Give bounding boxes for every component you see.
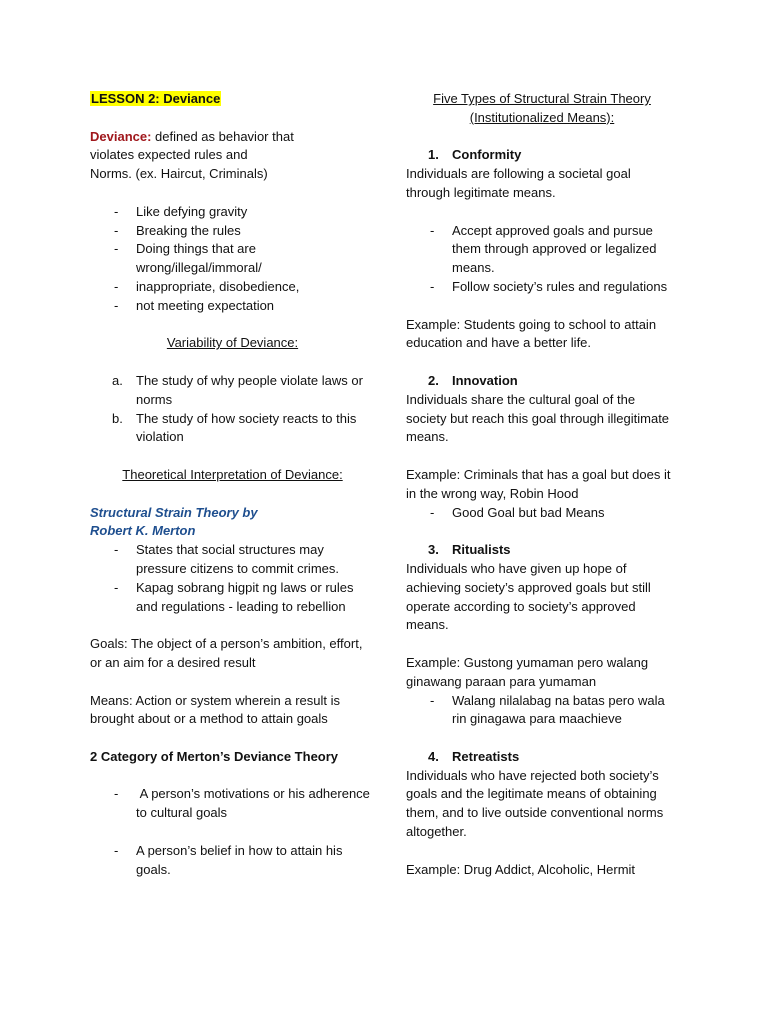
category-list-1 xyxy=(90,785,375,823)
theory-title-line-2: Robert K. Merton xyxy=(90,523,196,539)
list-item: - Good Goal but bad Means xyxy=(430,504,605,520)
category-heading: 2 Category of Merton’s Deviance Theory xyxy=(90,748,339,764)
theoretical-heading: Theoretical Interpretation of Deviance: xyxy=(122,466,343,482)
list-item: - Doing things that are wrong/illegal/immoral/ xyxy=(114,241,262,276)
innovation-title: 2. Innovation xyxy=(428,372,518,388)
retreatists-example: Example: Drug Addict, Alcoholic, Hermit xyxy=(406,861,636,877)
list-item: - Kapag sobrang higpit ng laws or rules and regulations - leading to rebellion xyxy=(114,579,354,614)
innovation-desc: Individuals share the cultural goal of the society but reach this goal through illegitimate means. xyxy=(406,391,670,445)
list-item: - Breaking the rules xyxy=(114,222,241,238)
conformity-title: 1. Conformity xyxy=(428,147,522,163)
list-item: b. The study of how society reacts to this violation xyxy=(112,410,357,445)
retreatists-desc: Individuals who have rejected both society’s goals and the legitimate means of obtaining them, and to live outside conventional norms altogether. xyxy=(406,767,664,840)
ritualists-example: Example: Gustong yumaman pero walang ginawang paraan para yumaman xyxy=(406,654,649,689)
ritualists-list xyxy=(406,692,678,730)
list-item: - States that social structures may pressure citizens to commit crimes. xyxy=(114,542,339,576)
lesson-title-line xyxy=(90,90,375,109)
innovation-list xyxy=(406,504,678,523)
left-column xyxy=(90,90,375,879)
deviance-def-line-1: defined as behavior that xyxy=(151,128,294,144)
types-heading-line-2: (Institutionalized Means): xyxy=(469,109,615,125)
list-item: - Follow society’s rules and regulations xyxy=(430,278,668,294)
list-item: - inappropriate, disobedience, xyxy=(114,278,300,294)
ritualists-title: 3. Ritualists xyxy=(428,542,511,558)
list-item: a. The study of why people violate laws or norms xyxy=(112,372,363,407)
theory-list xyxy=(90,541,375,616)
list-item: - A person’s motivations or his adherence to cultural goals xyxy=(114,786,374,821)
conformity-desc: Individuals are following a societal goal through legitimate means. xyxy=(406,166,631,200)
conformity-example: Example: Students going to school to attain education and have a better life. xyxy=(406,316,657,351)
conformity-list xyxy=(406,222,678,297)
list-item: - A person’s belief in how to attain his goals. xyxy=(114,842,343,877)
list-item: - Walang nilalabag na batas pero wala rin ginagawa para maachieve xyxy=(430,692,665,727)
means-text: Means: Action or system wherein a result is brought about or a method to attain goals xyxy=(90,692,340,727)
variability-list xyxy=(90,372,375,447)
deviance-term: Deviance: xyxy=(90,128,152,144)
right-column xyxy=(406,90,678,879)
category-list-2 xyxy=(90,842,375,880)
list-item: - Like defying gravity xyxy=(114,203,248,219)
lesson-title: LESSON 2: Deviance xyxy=(91,91,221,106)
types-heading-line-1: Five Types of Structural Strain Theory xyxy=(433,91,651,106)
deviance-definition xyxy=(90,128,375,147)
deviance-list xyxy=(90,203,375,316)
list-item: - not meeting expectation xyxy=(114,297,275,313)
deviance-def-line-2: violates expected rules and xyxy=(90,147,248,163)
variability-heading: Variability of Deviance: xyxy=(166,335,299,351)
retreatists-title: 4. Retreatists xyxy=(428,748,520,764)
goals-text: Goals: The object of a person’s ambition, effort, or an aim for a desired result xyxy=(90,636,363,670)
theory-title-line-1: Structural Strain Theory by xyxy=(90,504,258,520)
list-item: - Accept approved goals and pursue them through approved or legalized means. xyxy=(430,222,657,276)
ritualists-desc: Individuals who have given up hope of achieving society’s approved goals but still operate according to society’s approved means. xyxy=(406,560,651,633)
deviance-def-line-3: Norms. (ex. Haircut, Criminals) xyxy=(90,166,268,182)
innovation-example: Example: Criminals that has a goal but does it in the wrong way, Robin Hood xyxy=(406,466,671,501)
